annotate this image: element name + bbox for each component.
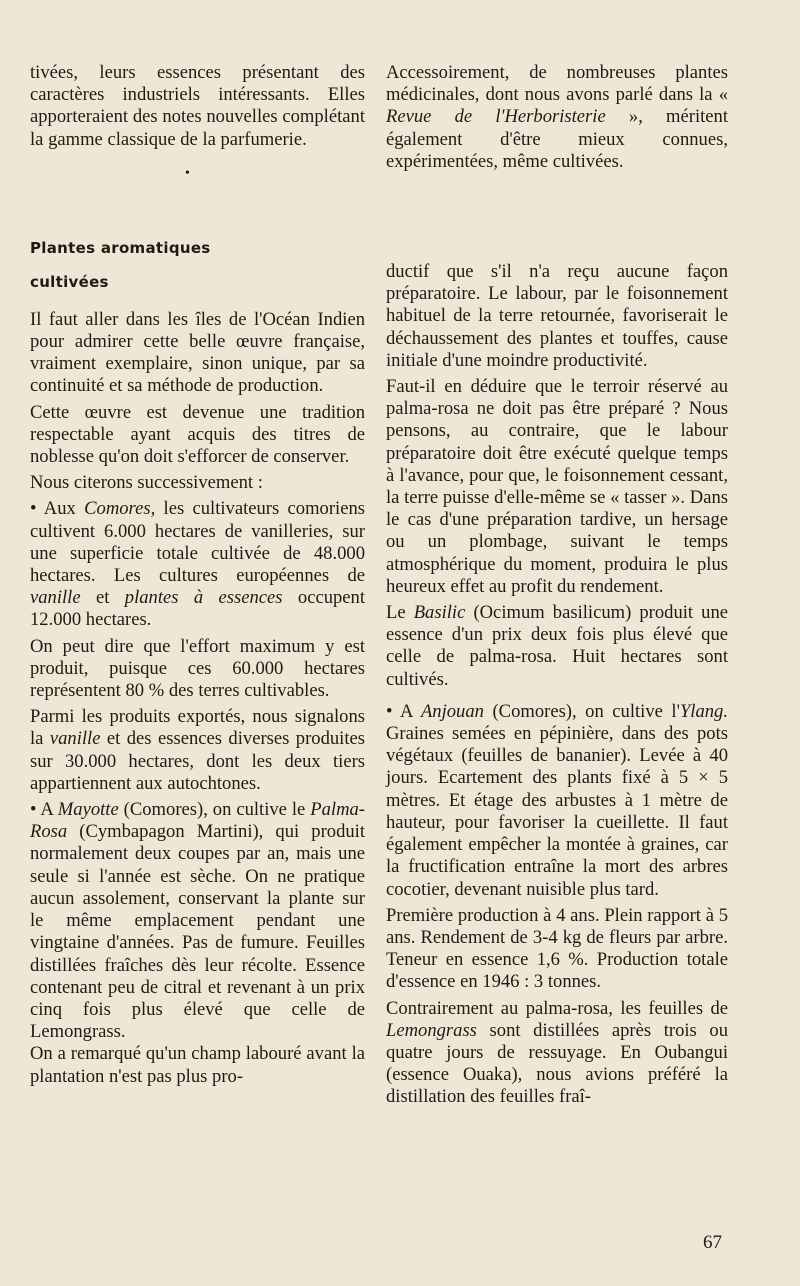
- italic-term: Revue de l'Herboristerie: [386, 106, 606, 128]
- text: et: [80, 587, 125, 609]
- text: • A: [386, 700, 421, 722]
- italic-term: Ylang.: [679, 700, 728, 722]
- section-heading: [30, 231, 365, 299]
- heading-line: cultivées: [30, 272, 109, 291]
- italic-term: Anjouan: [420, 700, 484, 722]
- italic-term: Basilic: [413, 602, 466, 624]
- left-column: [30, 62, 365, 1088]
- italic-term: Lemongrass: [386, 1019, 477, 1041]
- text: Le: [386, 602, 414, 624]
- paragraph: On peut dire que l'effort maximum y est produit, puisque ces 60.000 hectares représentent 80 % des terres cultivables.: [30, 635, 365, 702]
- text: Accessoirement, de nombreuses plantes médicinales, dont nous avons parlé dans la «: [386, 62, 728, 106]
- paragraph-mayotte: [30, 799, 365, 1043]
- paragraph: Première production à 4 ans. Plein rapport à 5 ans. Rendement de 3-4 kg de fleurs par arbre. Teneur en essence 1,6 %. Production totale d'essence en 1946 : 3 tonnes.: [386, 904, 728, 993]
- text: • Aux: [30, 498, 85, 520]
- italic-term: plantes à essences: [124, 587, 283, 609]
- text: », méritent également d'être mieux connues, expérimentées, même cultivées.: [386, 106, 729, 172]
- text: (Comores), on cultive le: [118, 799, 311, 821]
- text: les cultivateurs comoriens cultivent 6.000 hectares de vanilleries, sur une superficie totale cultivée de 48.000 hectares. Les cultures européennes de: [30, 498, 365, 587]
- paragraph: Il faut aller dans les îles de l'Océan Indien pour admirer cette belle œuvre française, vraiment exemplaire, sinon unique, par sa continuité et sa méthode de production.: [30, 308, 365, 397]
- column-gap: [386, 173, 728, 261]
- paragraph: On a remarqué qu'un champ labouré avant la plantation n'est pas plus pro-: [30, 1043, 365, 1087]
- text: (Cymbapagon Martini), qui produit normalement deux coupes par an, mais une seule si l'année est sèche. On ne pratique aucun assolement, conservant la plante sur le même emplacement pendant une vingtaine d'années. Pas de fumure. Feuilles distillées fraîches dès leur récolte. Essence contenant peu de citral et revenant à un prix cinq fois plus élevé que celle de Lemongrass.: [30, 821, 365, 1043]
- paragraph-basilic: [386, 602, 728, 691]
- text: • A: [30, 799, 58, 821]
- paragraph: ductif que s'il n'a reçu aucune façon préparatoire. Le labour, par le foisonnement habituel de la terre retournée, favoriserait le déchaussement des plantes et touffes, cause initiale d'une moindre productivité.: [386, 261, 728, 371]
- paragraph-comores: [30, 498, 365, 631]
- separator-dot: •: [185, 165, 190, 181]
- text: (Comores), on cultive l': [483, 700, 680, 722]
- heading-line: Plantes aromatiques: [30, 238, 211, 257]
- italic-term: vanille: [30, 587, 81, 609]
- text: et des essences diverses produites sur 30.000 hectares, dont les deux tiers appartiennent aux autochtones.: [30, 728, 365, 794]
- paragraph: Faut-il en déduire que le terroir réservé au palma-rosa ne doit pas être préparé ? Nous pensons, au contraire, que le labour préparatoire doit être exécuté quelque temps à l'avance, pour que, le foisonnement cessant, la terre puisse d'elle-même se « tasser ». Dans le cas d'une préparation tardive, un hersage ou un plombage, suivant le temps atmosphérique du moment, produira le plus heureux effet au profit du rendement.: [386, 376, 728, 597]
- right-column: [386, 62, 728, 1109]
- italic-term: vanille: [49, 728, 101, 750]
- text: Parmi les produits exportés, nous signalons la: [30, 706, 365, 750]
- text: sont distillées après trois ou quatre jours de ressuyage. En Oubangui (essence Ouaka), nous avions préféré la distillation des feuilles fraî-: [386, 1019, 728, 1108]
- italic-term: Mayotte: [57, 799, 119, 821]
- paragraph-anjouan: [386, 701, 728, 901]
- italic-term: Palma-Rosa: [30, 799, 365, 843]
- page-number: 67: [703, 1232, 722, 1253]
- paragraph: [386, 998, 728, 1109]
- paragraph: Nous citerons successivement :: [30, 472, 263, 494]
- text: occupent 12.000 hectares.: [30, 587, 366, 631]
- text: (Ocimum basilicum) produit une essence d'un prix deux fois plus élevé que celle de palma-rosa. Huit hectares sont cultivés.: [386, 602, 728, 690]
- italic-term: Comores,: [84, 498, 156, 520]
- paragraph: Cette œuvre est devenue une tradition respectable ayant acquis des titres de noblesse qu'on doit s'efforcer de conserver.: [30, 401, 365, 468]
- paragraph: [386, 62, 728, 173]
- paragraph: [30, 706, 365, 795]
- text: Graines semées en pépinière, dans des pots végétaux (feuilles de bananier). Levée à 40 jours. Ecartement des plants fixé à 5 × 5 mètres. Et étage des arbustes à 1 mètre de hauteur, pour favoriser la cueillette. Il faut également empêcher la montée à graines, car la fructification entraîne la mort des arbres cocotier, devenant nuisible plus tard.: [386, 723, 728, 900]
- text: Contrairement au palma-rosa, les feuilles de: [386, 997, 728, 1019]
- paragraph: tivées, leurs essences présentant des caractères industriels intéressants. Elles apporteraient des notes nouvelles complétant la gamme classique de la parfumerie.: [30, 62, 365, 150]
